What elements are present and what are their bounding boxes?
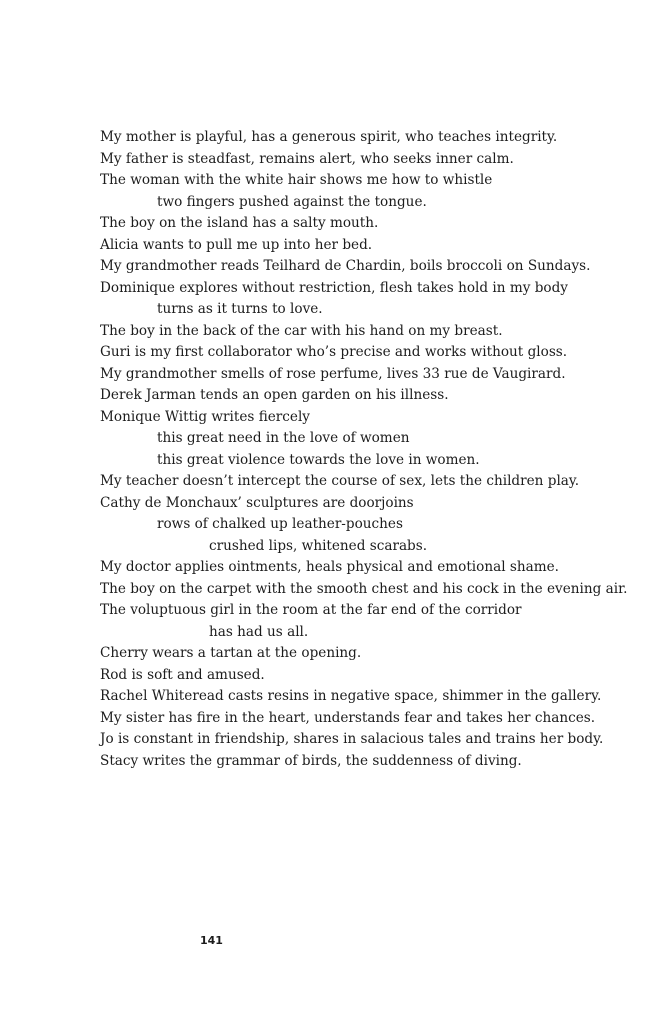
poem-line: My grandmother smells of rose perfume, lives 33 rue de Vaugirard.	[100, 365, 566, 382]
poem-line: Rachel Whiteread casts resins in negative space, shimmer in the gallery.	[100, 688, 602, 704]
poem-text	[100, 127, 640, 772]
poem-line: The boy on the carpet with the smooth chest and his cock in the evening air.	[100, 580, 628, 597]
poem-line-double-indented: crushed lips, whitened scarabs.	[209, 537, 428, 554]
poem-line: Monique Wittig writes fiercely	[100, 408, 310, 425]
poem-line: My father is steadfast, remains alert, who seeks inner calm.	[100, 150, 514, 167]
poem-line: Alicia wants to pull me up into her bed.	[100, 236, 373, 253]
poem-line-indented: this great need in the love of women	[157, 430, 410, 446]
poem-line: My teacher doesn’t intercept the course of sex, lets the children play.	[100, 473, 580, 489]
poem-line-indented: two fingers pushed against the tongue.	[157, 193, 427, 210]
poem-line: My sister has fire in the heart, understands fear and takes her chances.	[100, 709, 596, 726]
poem-line: Cathy de Monchaux’ sculptures are doorjoins	[100, 494, 414, 511]
poem-line: Jo is constant in friendship, shares in salacious tales and trains her body.	[100, 731, 604, 747]
poem-line: Dominique explores without restriction, flesh takes hold in my body	[100, 279, 568, 296]
poem-line: The woman with the white hair shows me how to whistle	[100, 172, 493, 188]
poem-line: The boy on the island has a salty mouth.	[100, 215, 379, 231]
poem-line: My doctor applies ointments, heals physical and emotional shame.	[100, 559, 559, 575]
poem-line-indented: rows of chalked up leather-pouches	[157, 516, 403, 532]
page-number: 141	[200, 934, 223, 947]
poem-line-indented: this great violence towards the love in women.	[157, 451, 480, 468]
poem-line: My grandmother reads Teilhard de Chardin, boils broccoli on Sundays.	[100, 258, 591, 274]
poem-line: Guri is my first collaborator who’s precise and works without gloss.	[100, 344, 568, 360]
poem-line: The boy in the back of the car with his hand on my breast.	[100, 322, 503, 339]
poem-line-indented: turns as it turns to love.	[157, 301, 323, 317]
poem-line: My mother is playful, has a generous spirit, who teaches integrity.	[100, 129, 558, 145]
poem-line: Stacy writes the grammar of birds, the suddenness of diving.	[100, 752, 522, 769]
poem-line: The voluptuous girl in the room at the far end of the corridor	[100, 602, 522, 618]
poem-line: Derek Jarman tends an open garden on his illness.	[100, 387, 449, 403]
poem-line: Rod is soft and amused.	[100, 666, 265, 683]
poem-line-double-indented: has had us all.	[209, 623, 309, 640]
poem-line: Cherry wears a tartan at the opening.	[100, 645, 362, 661]
